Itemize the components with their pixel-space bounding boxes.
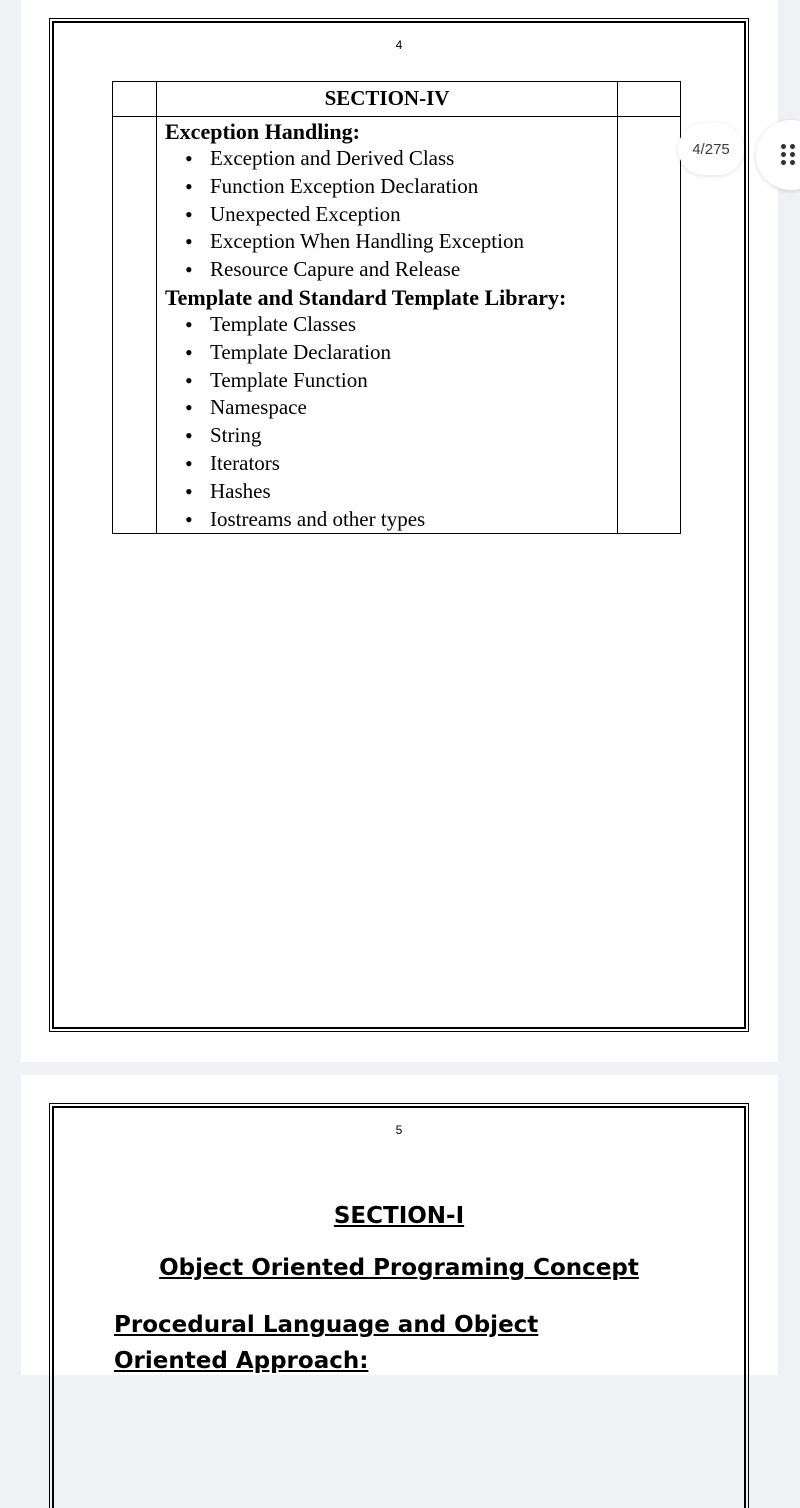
table-content-row — [113, 117, 681, 534]
list-item: • Unexpected Exception — [165, 201, 617, 229]
topic-title: Exception Handling: — [165, 119, 360, 144]
table-cell-empty — [618, 117, 681, 534]
list-item: • Exception When Handling Exception — [165, 228, 617, 256]
list-item: • String — [165, 422, 617, 450]
section-subtitle: Object Oriented Programing Concept — [159, 1255, 639, 1281]
table-cell-empty — [113, 117, 157, 534]
page-border — [52, 21, 746, 1029]
list-item: • Exception and Derived Class — [165, 145, 617, 173]
topics-cell — [157, 117, 618, 534]
topic-title: Template and Standard Template Library: — [165, 284, 567, 310]
list-item: • Namespace — [165, 394, 617, 422]
drag-grip-icon — [781, 144, 795, 166]
section-heading: SECTION-IV — [157, 82, 618, 117]
list-item: • Function Exception Declaration — [165, 173, 617, 201]
list-item: • Hashes — [165, 478, 617, 506]
page-indicator: 4/275 — [678, 123, 744, 175]
list-item: • Iterators — [165, 450, 617, 478]
pdf-page-5 — [21, 1075, 778, 1375]
topic-list — [165, 145, 617, 284]
table-cell-empty — [113, 82, 157, 117]
table-header-row — [113, 82, 681, 117]
syllabus-table — [112, 81, 681, 534]
page-number: 5 — [395, 1123, 403, 1137]
page-border — [52, 1106, 746, 1508]
list-item: • Template Function — [165, 367, 617, 395]
list-item: • Template Classes — [165, 311, 617, 339]
table-cell-empty — [618, 82, 681, 117]
section-heading: SECTION-I — [333, 1203, 465, 1229]
list-item: • Resource Capure and Release — [165, 256, 617, 284]
pdf-page-4 — [21, 0, 778, 1062]
topic-list — [165, 311, 617, 533]
page-number: 4 — [395, 38, 403, 52]
topic-heading: Procedural Language and Object Oriented Approach: — [114, 1312, 539, 1374]
list-item: • Template Declaration — [165, 339, 617, 367]
list-item: • Iostreams and other types — [165, 506, 617, 534]
